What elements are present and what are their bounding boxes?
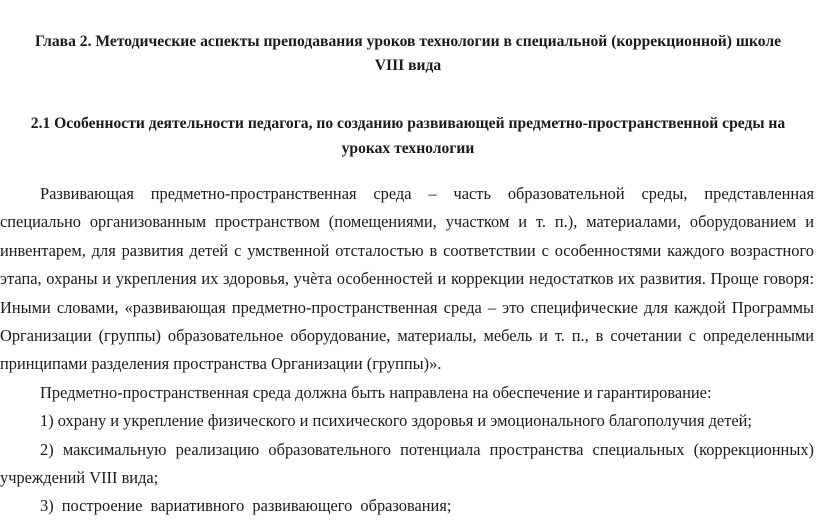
- paragraph-definition: [0, 180, 814, 379]
- paragraph-line: инвентарем, для развития детей с умственной отсталостью в соответствии с особенностями каждого возрастного: [0, 240, 814, 260]
- paragraph-line: 1) охрану и укрепление физического и психического здоровья и эмоционального благополучия детей;: [40, 411, 752, 431]
- paragraph-line: 2) максимальную реализацию образовательного потенциала пространства специальных (коррекционных): [40, 439, 814, 459]
- body-text: [0, 180, 814, 521]
- paragraph-line: Организации (группы) образовательное оборудование, материалы, мебель и т. п., в сочетании с определенными: [0, 326, 814, 346]
- list-item-2: [0, 436, 814, 493]
- paragraph-line: Развивающая предметно-пространственная среда – часть образовательной среды, представленная: [40, 184, 814, 203]
- paragraph-line: Предметно-пространственная среда должна быть направлена на обеспечение и гарантирование:: [40, 382, 712, 402]
- paragraph-line: 3) построение вариативного развивающего образования;: [40, 496, 452, 516]
- chapter-title-line-1: Глава 2. Методические аспекты преподавания уроков технологии в специальной (коррекционной) школе: [34, 33, 782, 50]
- paragraph-line: принципами разделения пространства Организации (группы)».: [0, 354, 442, 374]
- chapter-title: [0, 30, 816, 78]
- section-title-line-2: уроках технологии: [341, 140, 475, 157]
- paragraph-line: этапа, охраны и укрепления их здоровья, учѐта особенностей и коррекции недостатков их развития. Проще говоря:: [0, 269, 814, 289]
- paragraph-line: Иными словами, «развивающая предметно-пространственная среда – это специфические для каждой Программы: [0, 297, 814, 317]
- section-title: [0, 111, 816, 161]
- section-title-line-1: 2.1 Особенности деятельности педагога, по созданию развивающей предметно-пространственной среды на: [30, 115, 786, 132]
- paragraph-line: специально организованным пространством (помещениями, участком и т. п.), материалами, оборудованием и: [0, 212, 814, 232]
- list-item-3: [0, 492, 814, 520]
- chapter-title-line-2: VIII вида: [374, 57, 442, 74]
- list-item-1: [0, 407, 814, 435]
- paragraph-intro-list: [0, 379, 814, 407]
- paragraph-line: учреждений VIII вида;: [0, 468, 159, 488]
